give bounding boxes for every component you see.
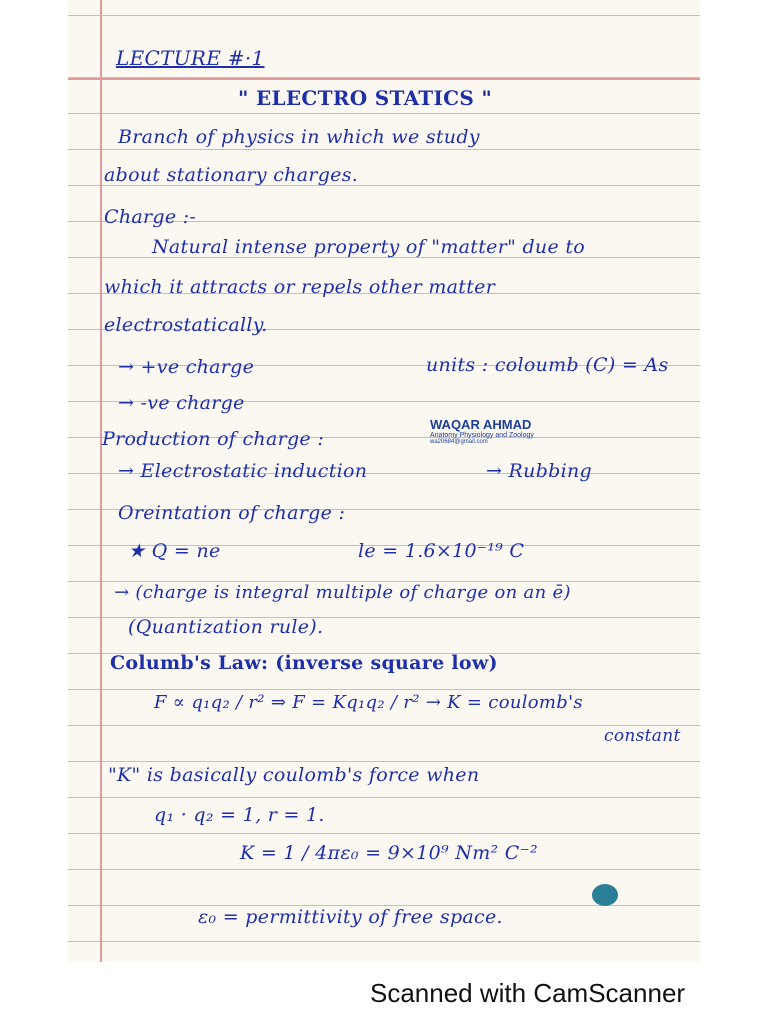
author-stamp bbox=[430, 417, 534, 445]
text-line: ε₀ = permittivity of free space. bbox=[198, 906, 503, 928]
scanner-watermark: Scanned with CamScanner bbox=[370, 978, 686, 1008]
notebook-page bbox=[68, 0, 700, 962]
stamp-subtitle: Anatomy Physiology and Zoology bbox=[430, 432, 534, 439]
stamp-name: WAQAR AHMAD bbox=[430, 417, 532, 432]
text-line: le = 1.6×10⁻¹⁹ C bbox=[358, 540, 525, 562]
text-line: about stationary charges. bbox=[104, 164, 359, 186]
text-line: which it attracts or repels other matter bbox=[104, 276, 496, 298]
topic-title: " ELECTRO STATICS " bbox=[238, 86, 493, 110]
text-line: units : coloumb (C) = As bbox=[426, 354, 669, 376]
top-rule bbox=[68, 78, 700, 80]
text-line: Production of charge : bbox=[102, 428, 325, 450]
text-line: (Quantization rule). bbox=[128, 616, 324, 638]
text-line: F ∝ q₁q₂ / r² ⇒ F = Kq₁q₂ / r² → K = coulomb's bbox=[154, 692, 583, 713]
text-line: → Electrostatic induction bbox=[118, 460, 368, 482]
lecture-heading: LECTURE #·1 bbox=[116, 46, 265, 70]
text-line: constant bbox=[604, 726, 681, 746]
text-line: Oreintation of charge : bbox=[118, 502, 346, 524]
text-line: → +ve charge bbox=[118, 356, 255, 378]
text-line: q₁ · q₂ = 1, r = 1. bbox=[154, 804, 325, 826]
text-line: → (charge is integral multiple of charge on an ē) bbox=[114, 582, 571, 603]
stamp-email: wa20684@gmail.com bbox=[430, 439, 488, 445]
ink-blot bbox=[592, 884, 618, 906]
margin-rule bbox=[100, 0, 102, 962]
text-line: K = 1 / 4πε₀ = 9×10⁹ Nm² C⁻² bbox=[240, 842, 538, 864]
text-line: Natural intense property of "matter" due to bbox=[152, 236, 586, 258]
text-line: electrostatically. bbox=[104, 314, 268, 336]
text-line: Branch of physics in which we study bbox=[118, 126, 480, 148]
text-line: Charge :- bbox=[104, 206, 197, 228]
text-line: ★ Q = ne bbox=[128, 540, 221, 562]
text-line: Columb's Law: (inverse square low) bbox=[110, 652, 498, 674]
text-line: → -ve charge bbox=[118, 392, 245, 414]
text-line: "K" is basically coulomb's force when bbox=[108, 764, 480, 786]
text-line: → Rubbing bbox=[486, 460, 593, 482]
